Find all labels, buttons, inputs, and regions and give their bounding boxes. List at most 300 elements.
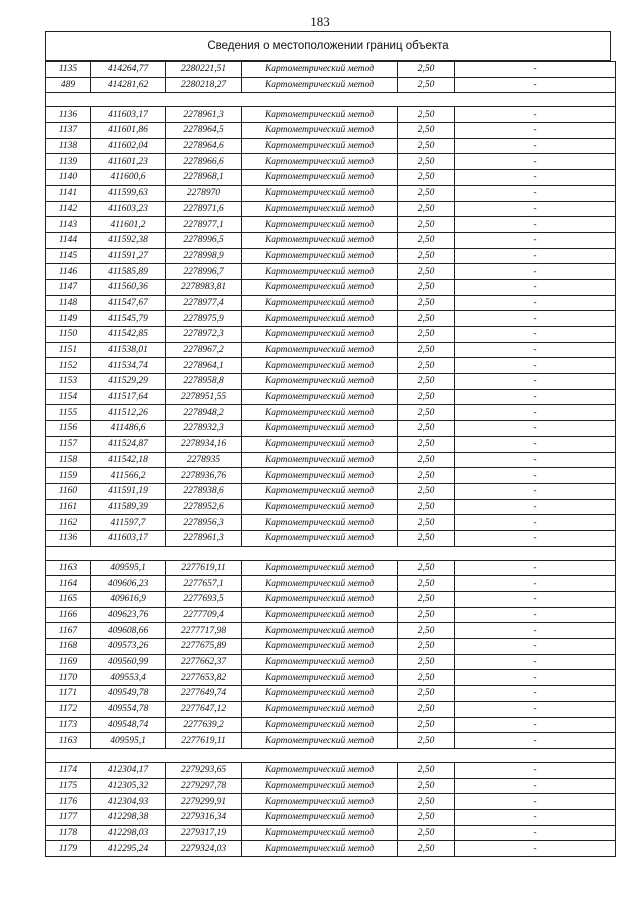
- table-row: [46, 201, 616, 217]
- description-cell: -: [455, 201, 616, 217]
- accuracy-cell: 2,50: [398, 654, 455, 670]
- method-cell: Картометрический метод: [242, 358, 398, 374]
- accuracy-cell: 2,50: [398, 499, 455, 515]
- method-cell: Картометрический метод: [242, 248, 398, 264]
- description-cell: -: [455, 107, 616, 123]
- table-row: [46, 107, 616, 123]
- description-cell: -: [455, 515, 616, 531]
- x-coordinate-cell: 409623,76: [91, 607, 166, 623]
- y-coordinate-cell: 2278961,3: [166, 530, 242, 546]
- accuracy-cell: 2,50: [398, 762, 455, 778]
- group-separator: [46, 546, 616, 560]
- accuracy-cell: 2,50: [398, 138, 455, 154]
- point-number-cell: 1165: [46, 592, 91, 608]
- y-coordinate-cell: 2277675,89: [166, 639, 242, 655]
- accuracy-cell: 2,50: [398, 592, 455, 608]
- description-cell: -: [455, 217, 616, 233]
- method-cell: Картометрический метод: [242, 405, 398, 421]
- point-number-cell: 1177: [46, 809, 91, 825]
- description-cell: -: [455, 499, 616, 515]
- accuracy-cell: 2,50: [398, 232, 455, 248]
- point-number-cell: 1175: [46, 778, 91, 794]
- table-row: [46, 809, 616, 825]
- accuracy-cell: 2,50: [398, 530, 455, 546]
- table-row: [46, 762, 616, 778]
- table-row: [46, 530, 616, 546]
- x-coordinate-cell: 411601,86: [91, 123, 166, 139]
- method-cell: Картометрический метод: [242, 311, 398, 327]
- accuracy-cell: 2,50: [398, 295, 455, 311]
- method-cell: Картометрический метод: [242, 468, 398, 484]
- group-separator: [46, 93, 616, 107]
- accuracy-cell: 2,50: [398, 515, 455, 531]
- accuracy-cell: 2,50: [398, 841, 455, 857]
- table-row: [46, 123, 616, 139]
- accuracy-cell: 2,50: [398, 123, 455, 139]
- point-number-cell: 1146: [46, 264, 91, 280]
- table-row: [46, 358, 616, 374]
- x-coordinate-cell: 411591,19: [91, 483, 166, 499]
- table-row: [46, 170, 616, 186]
- description-cell: -: [455, 342, 616, 358]
- point-number-cell: 1157: [46, 436, 91, 452]
- y-coordinate-cell: 2277619,11: [166, 560, 242, 576]
- x-coordinate-cell: 409608,66: [91, 623, 166, 639]
- description-cell: -: [455, 686, 616, 702]
- point-number-cell: 1155: [46, 405, 91, 421]
- method-cell: Картометрический метод: [242, 654, 398, 670]
- y-coordinate-cell: 2278934,16: [166, 436, 242, 452]
- accuracy-cell: 2,50: [398, 217, 455, 233]
- method-cell: Картометрический метод: [242, 809, 398, 825]
- point-number-cell: 1170: [46, 670, 91, 686]
- y-coordinate-cell: 2280218,27: [166, 77, 242, 93]
- table-row: [46, 452, 616, 468]
- method-cell: Картометрический метод: [242, 607, 398, 623]
- point-number-cell: 1138: [46, 138, 91, 154]
- table-row: [46, 515, 616, 531]
- accuracy-cell: 2,50: [398, 686, 455, 702]
- table-row: [46, 436, 616, 452]
- method-cell: Картометрический метод: [242, 623, 398, 639]
- accuracy-cell: 2,50: [398, 452, 455, 468]
- accuracy-cell: 2,50: [398, 170, 455, 186]
- x-coordinate-cell: 409560,99: [91, 654, 166, 670]
- description-cell: -: [455, 452, 616, 468]
- x-coordinate-cell: 409549,78: [91, 686, 166, 702]
- y-coordinate-cell: 2277649,74: [166, 686, 242, 702]
- method-cell: Картометрический метод: [242, 841, 398, 857]
- coordinates-table-body: [46, 62, 616, 857]
- y-coordinate-cell: 2278932,3: [166, 421, 242, 437]
- method-cell: Картометрический метод: [242, 201, 398, 217]
- point-number-cell: 1179: [46, 841, 91, 857]
- description-cell: -: [455, 717, 616, 733]
- x-coordinate-cell: 409595,1: [91, 733, 166, 749]
- accuracy-cell: 2,50: [398, 264, 455, 280]
- table-row: [46, 607, 616, 623]
- table-row: [46, 421, 616, 437]
- point-number-cell: 1135: [46, 62, 91, 78]
- accuracy-cell: 2,50: [398, 279, 455, 295]
- x-coordinate-cell: 411538,01: [91, 342, 166, 358]
- point-number-cell: 1178: [46, 825, 91, 841]
- point-number-cell: 1156: [46, 421, 91, 437]
- y-coordinate-cell: 2278938,6: [166, 483, 242, 499]
- y-coordinate-cell: 2278964,1: [166, 358, 242, 374]
- x-coordinate-cell: 411560,36: [91, 279, 166, 295]
- description-cell: -: [455, 248, 616, 264]
- description-cell: -: [455, 841, 616, 857]
- y-coordinate-cell: 2278977,1: [166, 217, 242, 233]
- description-cell: -: [455, 311, 616, 327]
- point-number-cell: 1150: [46, 327, 91, 343]
- point-number-cell: 1166: [46, 607, 91, 623]
- x-coordinate-cell: 411603,17: [91, 107, 166, 123]
- point-number-cell: 1136: [46, 530, 91, 546]
- accuracy-cell: 2,50: [398, 560, 455, 576]
- method-cell: Картометрический метод: [242, 185, 398, 201]
- y-coordinate-cell: 2278961,3: [166, 107, 242, 123]
- x-coordinate-cell: 409595,1: [91, 560, 166, 576]
- x-coordinate-cell: 409606,23: [91, 576, 166, 592]
- x-coordinate-cell: 414281,62: [91, 77, 166, 93]
- y-coordinate-cell: 2278996,7: [166, 264, 242, 280]
- table-row: [46, 733, 616, 749]
- table-row: [46, 592, 616, 608]
- point-number-cell: 1169: [46, 654, 91, 670]
- accuracy-cell: 2,50: [398, 701, 455, 717]
- y-coordinate-cell: 2277693,5: [166, 592, 242, 608]
- accuracy-cell: 2,50: [398, 201, 455, 217]
- method-cell: Картометрический метод: [242, 107, 398, 123]
- y-coordinate-cell: 2278968,1: [166, 170, 242, 186]
- accuracy-cell: 2,50: [398, 154, 455, 170]
- description-cell: -: [455, 762, 616, 778]
- method-cell: Картометрический метод: [242, 123, 398, 139]
- y-coordinate-cell: 2278956,3: [166, 515, 242, 531]
- method-cell: Картометрический метод: [242, 701, 398, 717]
- coordinates-frame: [45, 31, 611, 857]
- table-row: [46, 841, 616, 857]
- y-coordinate-cell: 2277709,4: [166, 607, 242, 623]
- point-number-cell: 1153: [46, 374, 91, 390]
- table-row: [46, 185, 616, 201]
- method-cell: Картометрический метод: [242, 825, 398, 841]
- point-number-cell: 1174: [46, 762, 91, 778]
- accuracy-cell: 2,50: [398, 358, 455, 374]
- description-cell: -: [455, 232, 616, 248]
- y-coordinate-cell: 2278972,3: [166, 327, 242, 343]
- y-coordinate-cell: 2280221,51: [166, 62, 242, 78]
- description-cell: -: [455, 374, 616, 390]
- x-coordinate-cell: 411547,67: [91, 295, 166, 311]
- table-row: [46, 77, 616, 93]
- table-row: [46, 232, 616, 248]
- x-coordinate-cell: 409548,74: [91, 717, 166, 733]
- accuracy-cell: 2,50: [398, 778, 455, 794]
- y-coordinate-cell: 2278936,76: [166, 468, 242, 484]
- table-row: [46, 248, 616, 264]
- table-row: [46, 311, 616, 327]
- table-row: [46, 701, 616, 717]
- method-cell: Картометрический метод: [242, 560, 398, 576]
- table-row: [46, 295, 616, 311]
- point-number-cell: 1168: [46, 639, 91, 655]
- description-cell: -: [455, 639, 616, 655]
- y-coordinate-cell: 2278998,9: [166, 248, 242, 264]
- method-cell: Картометрический метод: [242, 686, 398, 702]
- method-cell: Картометрический метод: [242, 295, 398, 311]
- x-coordinate-cell: 411486,6: [91, 421, 166, 437]
- y-coordinate-cell: 2278971,6: [166, 201, 242, 217]
- x-coordinate-cell: 411566,2: [91, 468, 166, 484]
- accuracy-cell: 2,50: [398, 327, 455, 343]
- accuracy-cell: 2,50: [398, 623, 455, 639]
- accuracy-cell: 2,50: [398, 825, 455, 841]
- y-coordinate-cell: 2278996,5: [166, 232, 242, 248]
- accuracy-cell: 2,50: [398, 421, 455, 437]
- y-coordinate-cell: 2278948,2: [166, 405, 242, 421]
- point-number-cell: 1154: [46, 389, 91, 405]
- method-cell: Картометрический метод: [242, 483, 398, 499]
- description-cell: -: [455, 358, 616, 374]
- description-cell: -: [455, 77, 616, 93]
- x-coordinate-cell: 411585,89: [91, 264, 166, 280]
- table-row: [46, 825, 616, 841]
- method-cell: Картометрический метод: [242, 639, 398, 655]
- y-coordinate-cell: 2278951,55: [166, 389, 242, 405]
- description-cell: -: [455, 825, 616, 841]
- y-coordinate-cell: 2279316,34: [166, 809, 242, 825]
- description-cell: -: [455, 623, 616, 639]
- accuracy-cell: 2,50: [398, 576, 455, 592]
- point-number-cell: 1139: [46, 154, 91, 170]
- method-cell: Картометрический метод: [242, 762, 398, 778]
- accuracy-cell: 2,50: [398, 670, 455, 686]
- accuracy-cell: 2,50: [398, 809, 455, 825]
- point-number-cell: 1142: [46, 201, 91, 217]
- y-coordinate-cell: 2279324,03: [166, 841, 242, 857]
- method-cell: Картометрический метод: [242, 170, 398, 186]
- point-number-cell: 1148: [46, 295, 91, 311]
- method-cell: Картометрический метод: [242, 452, 398, 468]
- x-coordinate-cell: 411597,7: [91, 515, 166, 531]
- x-coordinate-cell: 411542,18: [91, 452, 166, 468]
- y-coordinate-cell: 2278935: [166, 452, 242, 468]
- table-row: [46, 327, 616, 343]
- method-cell: Картометрический метод: [242, 77, 398, 93]
- description-cell: -: [455, 607, 616, 623]
- description-cell: -: [455, 436, 616, 452]
- y-coordinate-cell: 2278967,2: [166, 342, 242, 358]
- table-row: [46, 154, 616, 170]
- accuracy-cell: 2,50: [398, 639, 455, 655]
- x-coordinate-cell: 411589,39: [91, 499, 166, 515]
- x-coordinate-cell: 409616,9: [91, 592, 166, 608]
- method-cell: Картометрический метод: [242, 421, 398, 437]
- table-row: [46, 483, 616, 499]
- point-number-cell: 1147: [46, 279, 91, 295]
- y-coordinate-cell: 2278952,6: [166, 499, 242, 515]
- x-coordinate-cell: 412298,38: [91, 809, 166, 825]
- table-row: [46, 138, 616, 154]
- method-cell: Картометрический метод: [242, 232, 398, 248]
- page-number: 183: [310, 14, 330, 29]
- x-coordinate-cell: 409573,26: [91, 639, 166, 655]
- x-coordinate-cell: 412295,24: [91, 841, 166, 857]
- table-row: [46, 468, 616, 484]
- x-coordinate-cell: 412305,32: [91, 778, 166, 794]
- point-number-cell: 1159: [46, 468, 91, 484]
- description-cell: -: [455, 295, 616, 311]
- y-coordinate-cell: 2278964,5: [166, 123, 242, 139]
- description-cell: -: [455, 421, 616, 437]
- accuracy-cell: 2,50: [398, 62, 455, 78]
- description-cell: -: [455, 592, 616, 608]
- accuracy-cell: 2,50: [398, 185, 455, 201]
- method-cell: Картометрический метод: [242, 374, 398, 390]
- table-row: [46, 778, 616, 794]
- description-cell: -: [455, 654, 616, 670]
- y-coordinate-cell: 2279293,65: [166, 762, 242, 778]
- x-coordinate-cell: 414264,77: [91, 62, 166, 78]
- y-coordinate-cell: 2278964,6: [166, 138, 242, 154]
- x-coordinate-cell: 409553,4: [91, 670, 166, 686]
- table-row: [46, 499, 616, 515]
- x-coordinate-cell: 411529,29: [91, 374, 166, 390]
- y-coordinate-cell: 2277639,2: [166, 717, 242, 733]
- description-cell: -: [455, 327, 616, 343]
- point-number-cell: 1171: [46, 686, 91, 702]
- y-coordinate-cell: 2278966,6: [166, 154, 242, 170]
- description-cell: -: [455, 701, 616, 717]
- description-cell: -: [455, 138, 616, 154]
- method-cell: Картометрический метод: [242, 279, 398, 295]
- accuracy-cell: 2,50: [398, 107, 455, 123]
- description-cell: -: [455, 778, 616, 794]
- y-coordinate-cell: 2277619,11: [166, 733, 242, 749]
- table-row: [46, 279, 616, 295]
- method-cell: Картометрический метод: [242, 389, 398, 405]
- point-number-cell: 1167: [46, 623, 91, 639]
- accuracy-cell: 2,50: [398, 717, 455, 733]
- accuracy-cell: 2,50: [398, 405, 455, 421]
- method-cell: Картометрический метод: [242, 670, 398, 686]
- x-coordinate-cell: 411603,17: [91, 530, 166, 546]
- coordinates-table: [45, 61, 616, 857]
- accuracy-cell: 2,50: [398, 436, 455, 452]
- point-number-cell: 1162: [46, 515, 91, 531]
- x-coordinate-cell: 412298,03: [91, 825, 166, 841]
- accuracy-cell: 2,50: [398, 483, 455, 499]
- point-number-cell: 1143: [46, 217, 91, 233]
- description-cell: -: [455, 670, 616, 686]
- method-cell: Картометрический метод: [242, 778, 398, 794]
- y-coordinate-cell: 2277657,1: [166, 576, 242, 592]
- method-cell: Картометрический метод: [242, 264, 398, 280]
- table-row: [46, 623, 616, 639]
- group-separator: [46, 748, 616, 762]
- point-number-cell: 1137: [46, 123, 91, 139]
- description-cell: -: [455, 279, 616, 295]
- x-coordinate-cell: 411517,64: [91, 389, 166, 405]
- method-cell: Картометрический метод: [242, 794, 398, 810]
- method-cell: Картометрический метод: [242, 217, 398, 233]
- point-number-cell: 1173: [46, 717, 91, 733]
- method-cell: Картометрический метод: [242, 733, 398, 749]
- description-cell: -: [455, 389, 616, 405]
- x-coordinate-cell: 411603,23: [91, 201, 166, 217]
- method-cell: Картометрический метод: [242, 154, 398, 170]
- section-title: Сведения о местоположении границ объекта: [45, 31, 611, 61]
- accuracy-cell: 2,50: [398, 342, 455, 358]
- method-cell: Картометрический метод: [242, 530, 398, 546]
- description-cell: -: [455, 733, 616, 749]
- table-row: [46, 576, 616, 592]
- x-coordinate-cell: 411591,27: [91, 248, 166, 264]
- table-row: [46, 217, 616, 233]
- table-row: [46, 264, 616, 280]
- description-cell: -: [455, 809, 616, 825]
- y-coordinate-cell: 2277653,82: [166, 670, 242, 686]
- accuracy-cell: 2,50: [398, 468, 455, 484]
- accuracy-cell: 2,50: [398, 77, 455, 93]
- method-cell: Картометрический метод: [242, 327, 398, 343]
- description-cell: -: [455, 264, 616, 280]
- point-number-cell: 1161: [46, 499, 91, 515]
- y-coordinate-cell: 2277662,37: [166, 654, 242, 670]
- description-cell: -: [455, 405, 616, 421]
- y-coordinate-cell: 2278970: [166, 185, 242, 201]
- y-coordinate-cell: 2278983,81: [166, 279, 242, 295]
- description-cell: -: [455, 170, 616, 186]
- method-cell: Картометрический метод: [242, 717, 398, 733]
- table-row: [46, 389, 616, 405]
- point-number-cell: 1140: [46, 170, 91, 186]
- method-cell: Картометрический метод: [242, 436, 398, 452]
- method-cell: Картометрический метод: [242, 499, 398, 515]
- y-coordinate-cell: 2279317,19: [166, 825, 242, 841]
- y-coordinate-cell: 2277647,12: [166, 701, 242, 717]
- x-coordinate-cell: 411592,38: [91, 232, 166, 248]
- description-cell: -: [455, 185, 616, 201]
- x-coordinate-cell: 411601,2: [91, 217, 166, 233]
- description-cell: -: [455, 123, 616, 139]
- x-coordinate-cell: 411599,63: [91, 185, 166, 201]
- y-coordinate-cell: 2278977,4: [166, 295, 242, 311]
- point-number-cell: 1164: [46, 576, 91, 592]
- x-coordinate-cell: 412304,93: [91, 794, 166, 810]
- method-cell: Картометрический метод: [242, 592, 398, 608]
- description-cell: -: [455, 62, 616, 78]
- y-coordinate-cell: 2278958,8: [166, 374, 242, 390]
- table-row: [46, 654, 616, 670]
- method-cell: Картометрический метод: [242, 62, 398, 78]
- point-number-cell: 1176: [46, 794, 91, 810]
- method-cell: Картометрический метод: [242, 342, 398, 358]
- point-number-cell: 1141: [46, 185, 91, 201]
- x-coordinate-cell: 411602,04: [91, 138, 166, 154]
- point-number-cell: 1158: [46, 452, 91, 468]
- point-number-cell: 1145: [46, 248, 91, 264]
- method-cell: Картометрический метод: [242, 576, 398, 592]
- x-coordinate-cell: 409554,78: [91, 701, 166, 717]
- table-row: [46, 717, 616, 733]
- table-row: [46, 686, 616, 702]
- point-number-cell: 1144: [46, 232, 91, 248]
- point-number-cell: 1163: [46, 560, 91, 576]
